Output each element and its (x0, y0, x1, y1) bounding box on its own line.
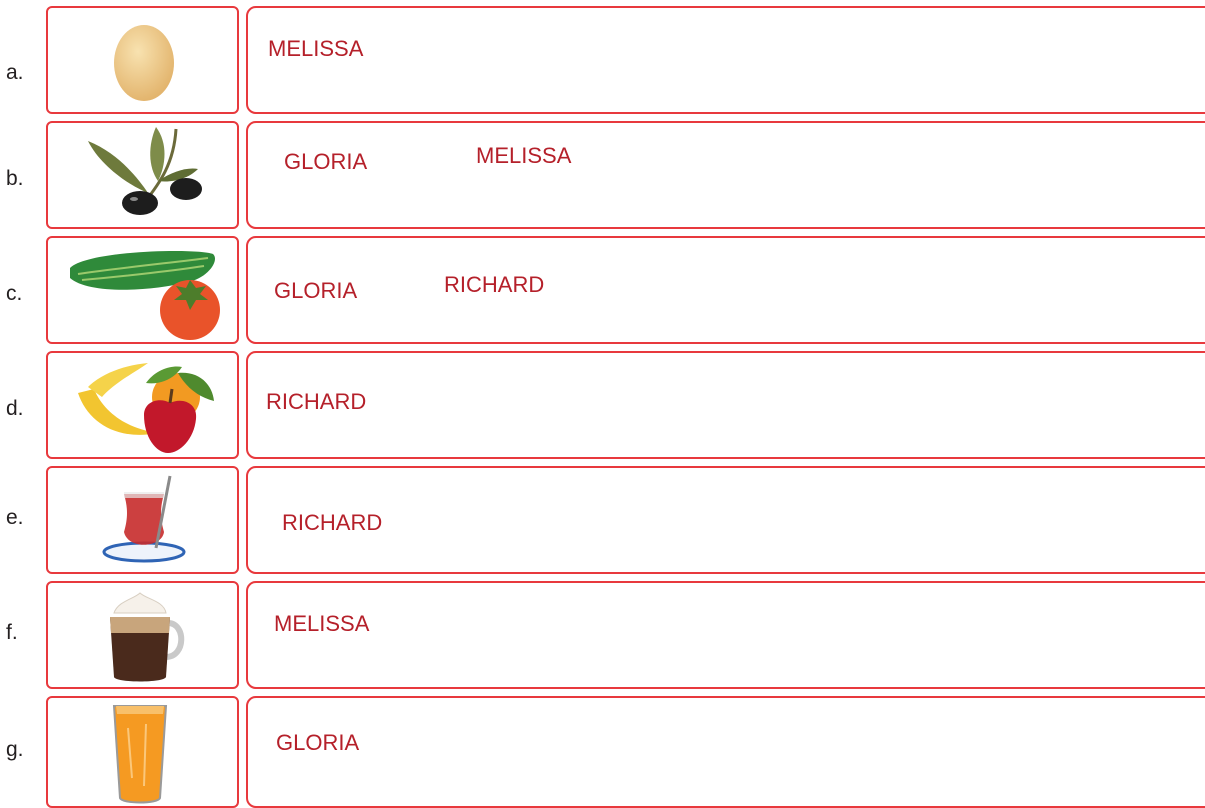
answer-cell (246, 581, 1205, 689)
table-row (0, 236, 1205, 344)
row-letter: e. (6, 506, 24, 529)
tea-glass-icon (48, 468, 237, 572)
table-row (0, 121, 1205, 229)
row-letter: a. (6, 61, 24, 84)
row-letter: b. (6, 167, 24, 190)
answer-cell (246, 6, 1205, 114)
hot-chocolate-icon (48, 583, 237, 687)
answer-name: RICHARD (444, 272, 545, 297)
row-letter: d. (6, 397, 24, 420)
image-cell (46, 581, 239, 689)
fruit-icon (48, 353, 237, 457)
answer-name: GLORIA (274, 278, 358, 303)
cucumber-tomato-icon (48, 238, 237, 342)
answer-cell (246, 466, 1205, 574)
olives-icon (48, 123, 237, 227)
image-cell (46, 466, 239, 574)
answer-name: RICHARD (266, 389, 367, 414)
image-cell (46, 236, 239, 344)
answer-name: GLORIA (276, 730, 360, 755)
table-row (0, 6, 1205, 114)
image-cell (46, 696, 239, 808)
answer-cell (246, 696, 1205, 808)
table-row (0, 466, 1205, 574)
answer-cell (246, 351, 1205, 459)
table-row (0, 696, 1205, 808)
image-cell (46, 121, 239, 229)
egg-icon (48, 8, 237, 112)
answer-name: MELISSA (268, 36, 364, 61)
row-letter: g. (6, 738, 24, 761)
answer-name: RICHARD (282, 510, 383, 535)
answer-name: GLORIA (284, 149, 368, 174)
image-cell (46, 351, 239, 459)
row-letter: c. (6, 282, 23, 305)
answer-cell (246, 236, 1205, 344)
orange-juice-icon (48, 698, 237, 806)
row-letter: f. (6, 621, 18, 644)
table-row (0, 351, 1205, 459)
answer-name: MELISSA (274, 611, 370, 636)
table-row (0, 581, 1205, 689)
answer-name: MELISSA (476, 143, 572, 168)
image-cell (46, 6, 239, 114)
answer-cell (246, 121, 1205, 229)
